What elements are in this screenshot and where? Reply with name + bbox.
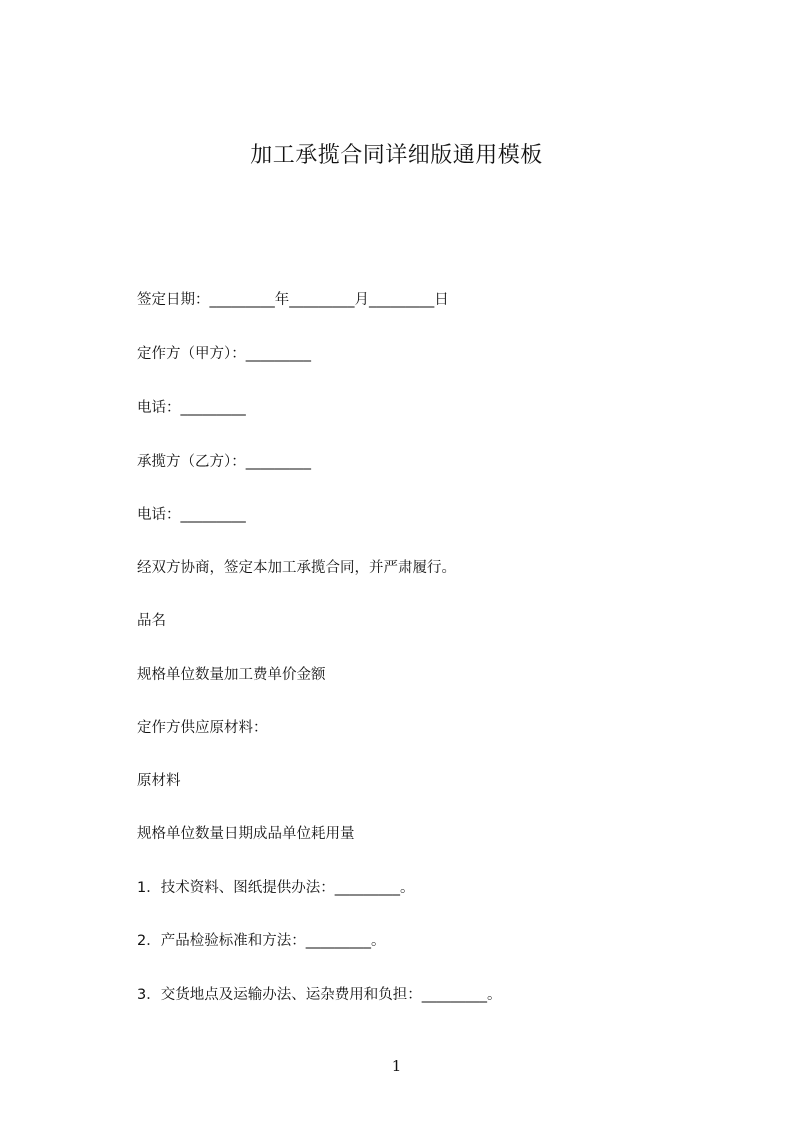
party-a-phone-line: 电话：_________	[137, 400, 246, 416]
signing-date-line: 签定日期：_________年_________月_________日	[137, 292, 449, 308]
clause-2: 2．产品检验标准和方法：_________。	[137, 933, 386, 949]
clause-1: 1．技术资料、图纸提供办法：_________。	[137, 880, 415, 896]
raw-material-columns-line: 规格单位数量日期成品单位耗用量	[137, 826, 355, 842]
raw-material-supply-heading: 定作方供应原材料：	[137, 720, 268, 736]
document-title: 加工承揽合同详细版通用模板	[250, 143, 543, 168]
agreement-statement: 经双方协商，签定本加工承揽合同，并严肃履行。	[137, 560, 456, 576]
product-columns-line: 规格单位数量加工费单价金额	[137, 667, 326, 683]
party-b-line: 承揽方（乙方）：_________	[137, 454, 311, 470]
page-number: 1	[391, 1057, 402, 1075]
party-a-line: 定作方（甲方）：_________	[137, 346, 311, 362]
raw-material-heading: 原材料	[137, 773, 181, 789]
product-name-heading: 品名	[137, 613, 166, 629]
party-b-phone-line: 电话：_________	[137, 507, 246, 523]
clause-3: 3．交货地点及运输办法、运杂费用和负担：_________。	[137, 987, 502, 1003]
